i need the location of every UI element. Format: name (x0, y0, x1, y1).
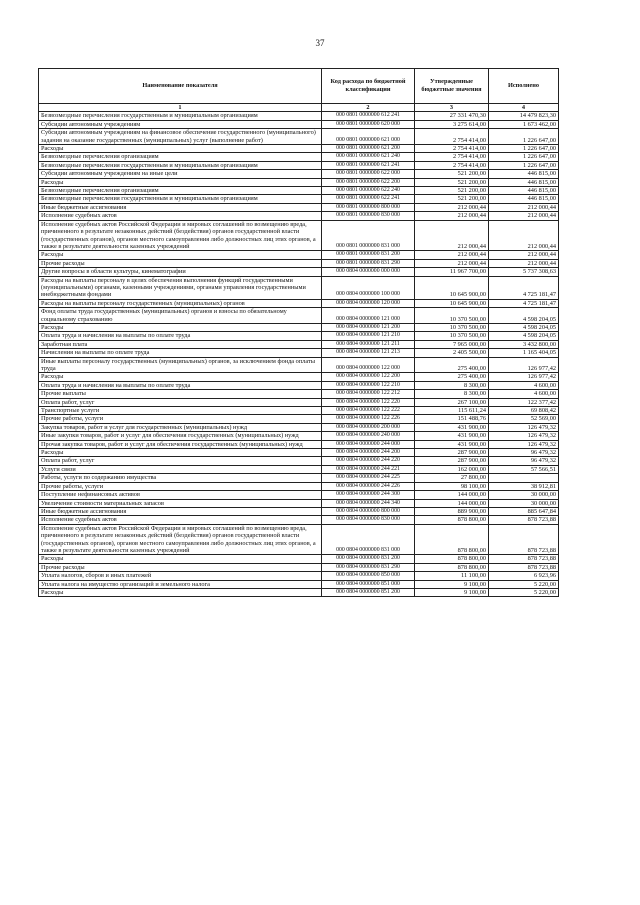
row-approved: 267 100,00 (415, 398, 489, 406)
table-row (39, 259, 559, 267)
row-approved: 9 100,00 (415, 580, 489, 588)
row-code: 000 0801 0000000 800 000 (322, 203, 415, 211)
row-code: 000 0801 0000000 621 200 (322, 145, 415, 153)
row-code: 000 0801 0000000 621 240 (322, 153, 415, 161)
row-approved: 212 000,44 (415, 203, 489, 211)
row-name: Иные бюджетные ассигнования (39, 507, 322, 515)
row-executed: 1 226 647,00 (489, 129, 559, 145)
row-name: Расходы (39, 178, 322, 186)
table-row (39, 440, 559, 448)
row-approved: 10 645 900,00 (415, 276, 489, 299)
column-number: 4 (489, 104, 559, 112)
row-approved: 151 488,76 (415, 415, 489, 423)
row-name: Субсидии автономным учреждениям на финансовое обеспечение государственного (муниципального) задания на оказание государственных (муниципальных) услуг (выполнение работ) (39, 129, 322, 145)
row-approved: 878 800,00 (415, 555, 489, 563)
column-number: 3 (415, 104, 489, 112)
row-code: 000 0801 0000000 622 241 (322, 195, 415, 203)
table-row (39, 276, 559, 299)
row-code: 000 0804 0000000 122 200 (322, 373, 415, 381)
row-code: 000 0801 0000000 831 200 (322, 251, 415, 259)
table-row (39, 423, 559, 431)
table-row (39, 349, 559, 357)
table-row (39, 308, 559, 324)
table-row (39, 474, 559, 482)
row-code: 000 0801 0000000 612 241 (322, 112, 415, 120)
row-approved: 878 800,00 (415, 524, 489, 555)
row-executed: 1 165 404,05 (489, 349, 559, 357)
row-approved: 2 754 414,00 (415, 145, 489, 153)
row-name: Прочая закупка товаров, работ и услуг для обеспечения государственных (муниципальных) нужд (39, 440, 322, 448)
table-row (39, 220, 559, 251)
row-code: 000 0804 0000000 122 220 (322, 398, 415, 406)
row-name: Начисления на выплаты по оплате труда (39, 349, 322, 357)
row-approved: 275 400,00 (415, 357, 489, 373)
row-approved: 98 100,00 (415, 482, 489, 490)
row-executed: 212 000,44 (489, 203, 559, 211)
row-executed: 1 226 647,00 (489, 153, 559, 161)
row-executed: 4 725 181,47 (489, 299, 559, 307)
row-code: 000 0804 0000000 851 000 (322, 580, 415, 588)
row-executed: 30 000,00 (489, 499, 559, 507)
row-approved: 2 754 414,00 (415, 153, 489, 161)
column-number: 1 (39, 104, 322, 112)
table-row (39, 251, 559, 259)
table-row (39, 572, 559, 580)
row-approved: 27 800,00 (415, 474, 489, 482)
row-name: Иные бюджетные ассигнования (39, 203, 322, 211)
row-approved: 431 900,00 (415, 423, 489, 431)
row-executed: 885 647,84 (489, 507, 559, 515)
row-executed (489, 474, 559, 482)
row-name: Расходы (39, 373, 322, 381)
row-name: Субсидии автономным учреждениям на иные цели (39, 170, 322, 178)
header-name: Наименование показателя (39, 69, 322, 104)
row-code: 000 0804 0000000 122 000 (322, 357, 415, 373)
table-row (39, 381, 559, 389)
page-number: 37 (315, 38, 325, 48)
table-row (39, 415, 559, 423)
table-row (39, 170, 559, 178)
row-executed: 4 600,00 (489, 381, 559, 389)
row-name: Безвозмездные перечисления государственным и муниципальным организациям (39, 195, 322, 203)
row-approved: 521 200,00 (415, 170, 489, 178)
header-approved: Утвержденные бюджетные значения (415, 69, 489, 104)
row-name: Расходы (39, 449, 322, 457)
table-row (39, 112, 559, 120)
row-name: Расходы на выплаты персоналу государственных (муниципальных) органов (39, 299, 322, 307)
row-executed: 96 479,32 (489, 449, 559, 457)
row-executed: 4 598 204,05 (489, 323, 559, 331)
row-approved: 10 370 500,00 (415, 332, 489, 340)
row-executed: 4 600,00 (489, 390, 559, 398)
row-name: Расходы (39, 555, 322, 563)
row-approved: 10 370 500,00 (415, 323, 489, 331)
row-approved: 3 275 614,00 (415, 120, 489, 128)
row-approved: 287 900,00 (415, 457, 489, 465)
row-approved: 431 900,00 (415, 440, 489, 448)
row-executed: 4 598 204,05 (489, 332, 559, 340)
row-executed: 122 377,42 (489, 398, 559, 406)
row-code: 000 0804 0000000 122 212 (322, 390, 415, 398)
row-executed: 1 226 647,00 (489, 161, 559, 169)
table-row (39, 563, 559, 571)
row-name: Другие вопросы в области культуры, кинематографии (39, 268, 322, 276)
table-row (39, 120, 559, 128)
row-approved: 212 000,44 (415, 259, 489, 267)
row-approved: 2 405 500,00 (415, 349, 489, 357)
row-name: Уплата налога на имущество организаций и земельного налога (39, 580, 322, 588)
table-row (39, 357, 559, 373)
row-name: Исполнение судебных актов Российской Федерации и мировых соглашений по возмещению вреда, причиненного в результате незаконных действий (бездействия) органов государственной власти (государственных органов), органов местного самоуправления либо должностных лиц этих органов, а также в результате деятельности казенных учреждений (39, 220, 322, 251)
row-code: 000 0801 0000000 621 241 (322, 161, 415, 169)
row-code: 000 0804 0000000 121 210 (322, 332, 415, 340)
row-name: Прочие выплаты (39, 390, 322, 398)
row-executed: 126 479,32 (489, 423, 559, 431)
table-row (39, 332, 559, 340)
table-row (39, 457, 559, 465)
table-row (39, 491, 559, 499)
row-name: Прочие расходы (39, 259, 322, 267)
row-name: Исполнение судебных актов Российской Федерации и мировых соглашений по возмещению вреда, причиненного в результате незаконных действий (бездействия) органов государственной власти (государственных органов), органов местного самоуправления либо должностных лиц этих органов, а также в результате деятельности казенных учреждений (39, 524, 322, 555)
table-body (39, 112, 559, 597)
row-code: 000 0804 0000000 831 200 (322, 555, 415, 563)
row-approved: 212 000,44 (415, 251, 489, 259)
row-code: 000 0804 0000000 851 200 (322, 588, 415, 596)
row-code: 000 0804 0000000 200 000 (322, 423, 415, 431)
row-name: Расходы (39, 323, 322, 331)
row-executed: 5 220,00 (489, 588, 559, 596)
row-executed: 30 000,00 (489, 491, 559, 499)
row-code: 000 0804 0000000 121 200 (322, 323, 415, 331)
row-executed: 96 479,32 (489, 457, 559, 465)
row-name: Фонд оплаты труда государственных (муниципальных) органов и взносы по обязательному социальному страхованию (39, 308, 322, 324)
row-executed: 446 815,00 (489, 170, 559, 178)
row-name: Расходы (39, 251, 322, 259)
row-code: 000 0801 0000000 622 200 (322, 178, 415, 186)
row-approved: 212 000,44 (415, 212, 489, 220)
row-name: Заработная плата (39, 340, 322, 348)
row-approved: 521 200,00 (415, 187, 489, 195)
row-code: 000 0804 0000000 240 000 (322, 432, 415, 440)
row-code: 000 0804 0000000 244 000 (322, 440, 415, 448)
table-row (39, 153, 559, 161)
header-code: Код расхода по бюджетной классификации (322, 69, 415, 104)
row-name: Уплата налогов, сборов и иных платежей (39, 572, 322, 580)
row-approved: 10 645 900,00 (415, 299, 489, 307)
row-approved: 144 000,00 (415, 499, 489, 507)
row-name: Прочие работы, услуги (39, 482, 322, 490)
row-name: Исполнение судебных актов (39, 212, 322, 220)
row-code: 000 0801 0000000 621 000 (322, 129, 415, 145)
row-name: Прочие расходы (39, 563, 322, 571)
table-row (39, 187, 559, 195)
row-executed: 4 725 181,47 (489, 276, 559, 299)
row-code: 000 0801 0000000 830 000 (322, 212, 415, 220)
row-approved: 11 100,00 (415, 572, 489, 580)
row-approved: 431 900,00 (415, 432, 489, 440)
row-approved: 7 965 000,00 (415, 340, 489, 348)
column-number: 2 (322, 104, 415, 112)
table-row (39, 299, 559, 307)
row-code: 000 0804 0000000 831 290 (322, 563, 415, 571)
table-row (39, 555, 559, 563)
row-code: 000 0804 0000000 244 220 (322, 457, 415, 465)
row-executed: 446 815,00 (489, 187, 559, 195)
table-row (39, 524, 559, 555)
row-name: Оплата труда и начисления на выплаты по оплате труда (39, 381, 322, 389)
row-name: Расходы на выплаты персоналу в целях обеспечения выполнения функций государственными (муниципальными) органами, казенными учреждениями, органами управления государственными внебюджетными фондами (39, 276, 322, 299)
row-executed: 878 723,88 (489, 563, 559, 571)
table-row (39, 432, 559, 440)
row-code: 000 0804 0000000 000 000 (322, 268, 415, 276)
table-row (39, 588, 559, 596)
row-approved: 287 900,00 (415, 449, 489, 457)
row-approved: 521 200,00 (415, 195, 489, 203)
budget-execution-table (38, 68, 559, 597)
row-code: 000 0804 0000000 122 210 (322, 381, 415, 389)
row-executed: 5 737 308,63 (489, 268, 559, 276)
table-row (39, 499, 559, 507)
row-code: 000 0804 0000000 244 221 (322, 465, 415, 473)
row-executed: 212 000,44 (489, 251, 559, 259)
row-name: Иные выплаты персоналу государственных (муниципальных) органов, за исключением фонда оплаты труда (39, 357, 322, 373)
row-executed: 52 569,00 (489, 415, 559, 423)
row-approved: 8 300,00 (415, 381, 489, 389)
row-approved: 27 331 470,30 (415, 112, 489, 120)
row-name: Закупка товаров, работ и услуг для государственных (муниципальных) нужд (39, 423, 322, 431)
row-name: Оплата работ, услуг (39, 457, 322, 465)
row-executed: 6 923,96 (489, 572, 559, 580)
row-code: 000 0804 0000000 850 000 (322, 572, 415, 580)
table-row (39, 449, 559, 457)
row-approved: 878 800,00 (415, 563, 489, 571)
table-row (39, 516, 559, 524)
table-row (39, 212, 559, 220)
row-code: 000 0804 0000000 244 200 (322, 449, 415, 457)
column-number-row (39, 104, 559, 112)
row-executed: 5 220,00 (489, 580, 559, 588)
table-row (39, 507, 559, 515)
row-code: 000 0804 0000000 121 211 (322, 340, 415, 348)
row-code: 000 0804 0000000 100 000 (322, 276, 415, 299)
row-approved: 889 900,00 (415, 507, 489, 515)
row-name: Поступление нефинансовых активов (39, 491, 322, 499)
row-code: 000 0801 0000000 622 000 (322, 170, 415, 178)
row-name: Расходы (39, 588, 322, 596)
table-row (39, 407, 559, 415)
row-code: 000 0801 0000000 622 240 (322, 187, 415, 195)
table-row (39, 178, 559, 186)
row-code: 000 0804 0000000 121 000 (322, 308, 415, 324)
row-approved: 878 800,00 (415, 516, 489, 524)
header-executed: Исполнено (489, 69, 559, 104)
table-row (39, 340, 559, 348)
table-row (39, 129, 559, 145)
row-name: Работы, услуги по содержанию имущества (39, 474, 322, 482)
row-name: Увеличение стоимости материальных запасов (39, 499, 322, 507)
row-executed: 69 808,42 (489, 407, 559, 415)
table-row (39, 195, 559, 203)
row-code: 000 0804 0000000 121 213 (322, 349, 415, 357)
row-code: 000 0804 0000000 800 000 (322, 507, 415, 515)
row-executed: 4 598 204,05 (489, 308, 559, 324)
row-executed: 126 479,32 (489, 432, 559, 440)
row-name: Безвозмездные перечисления государственным и муниципальным организациям (39, 161, 322, 169)
row-code: 000 0801 0000000 831 290 (322, 259, 415, 267)
table-header-row (39, 69, 559, 104)
row-approved: 9 100,00 (415, 588, 489, 596)
row-code: 000 0804 0000000 122 222 (322, 407, 415, 415)
row-name: Расходы (39, 145, 322, 153)
row-approved: 212 000,44 (415, 220, 489, 251)
row-code: 000 0804 0000000 122 226 (322, 415, 415, 423)
row-approved: 2 754 414,00 (415, 161, 489, 169)
row-name: Услуги связи (39, 465, 322, 473)
row-executed: 38 912,81 (489, 482, 559, 490)
row-name: Исполнение судебных актов (39, 516, 322, 524)
row-executed: 1 226 647,00 (489, 145, 559, 153)
row-executed: 878 723,88 (489, 516, 559, 524)
row-executed: 878 723,88 (489, 524, 559, 555)
row-code: 000 0804 0000000 244 225 (322, 474, 415, 482)
row-name: Безвозмездные перечисления государственным и муниципальным организациям (39, 112, 322, 120)
table-row (39, 465, 559, 473)
table-row (39, 482, 559, 490)
table-row (39, 580, 559, 588)
row-executed: 1 673 462,00 (489, 120, 559, 128)
row-name: Безвозмездные перечисления организациям (39, 187, 322, 195)
row-name: Иные закупки товаров, работ и услуг для обеспечения государственных (муниципальных) нужд (39, 432, 322, 440)
row-name: Оплата труда и начисления на выплаты по оплате труда (39, 332, 322, 340)
row-approved: 11 967 700,00 (415, 268, 489, 276)
row-approved: 521 200,00 (415, 178, 489, 186)
table-row (39, 268, 559, 276)
row-approved: 275 400,00 (415, 373, 489, 381)
row-executed: 3 432 800,00 (489, 340, 559, 348)
row-name: Субсидии автономным учреждениям (39, 120, 322, 128)
row-approved: 8 300,00 (415, 390, 489, 398)
row-name: Оплата работ, услуг (39, 398, 322, 406)
row-code: 000 0804 0000000 244 300 (322, 491, 415, 499)
row-executed: 212 000,44 (489, 212, 559, 220)
row-executed: 446 815,00 (489, 178, 559, 186)
table-row (39, 161, 559, 169)
row-approved: 162 000,00 (415, 465, 489, 473)
row-approved: 115 611,24 (415, 407, 489, 415)
row-executed: 57 566,51 (489, 465, 559, 473)
row-name: Транспортные услуги (39, 407, 322, 415)
table-row (39, 323, 559, 331)
table-row (39, 145, 559, 153)
row-code: 000 0801 0000000 620 000 (322, 120, 415, 128)
row-code: 000 0804 0000000 831 000 (322, 524, 415, 555)
row-executed: 446 815,00 (489, 195, 559, 203)
row-code: 000 0804 0000000 120 000 (322, 299, 415, 307)
row-code: 000 0804 0000000 244 226 (322, 482, 415, 490)
row-approved: 10 370 500,00 (415, 308, 489, 324)
table-row (39, 373, 559, 381)
row-executed: 126 977,42 (489, 373, 559, 381)
row-name: Безвозмездные перечисления организациям (39, 153, 322, 161)
table-row (39, 390, 559, 398)
row-code: 000 0804 0000000 830 000 (322, 516, 415, 524)
row-executed: 212 000,44 (489, 259, 559, 267)
row-executed: 14 479 823,30 (489, 112, 559, 120)
row-code: 000 0804 0000000 244 340 (322, 499, 415, 507)
row-executed: 126 479,32 (489, 440, 559, 448)
row-executed: 878 723,88 (489, 555, 559, 563)
row-executed: 212 000,44 (489, 220, 559, 251)
row-code: 000 0801 0000000 831 000 (322, 220, 415, 251)
table-row (39, 203, 559, 211)
row-approved: 2 754 414,00 (415, 129, 489, 145)
table-row (39, 398, 559, 406)
row-approved: 144 000,00 (415, 491, 489, 499)
row-executed: 126 977,42 (489, 357, 559, 373)
row-name: Прочие работы, услуги (39, 415, 322, 423)
